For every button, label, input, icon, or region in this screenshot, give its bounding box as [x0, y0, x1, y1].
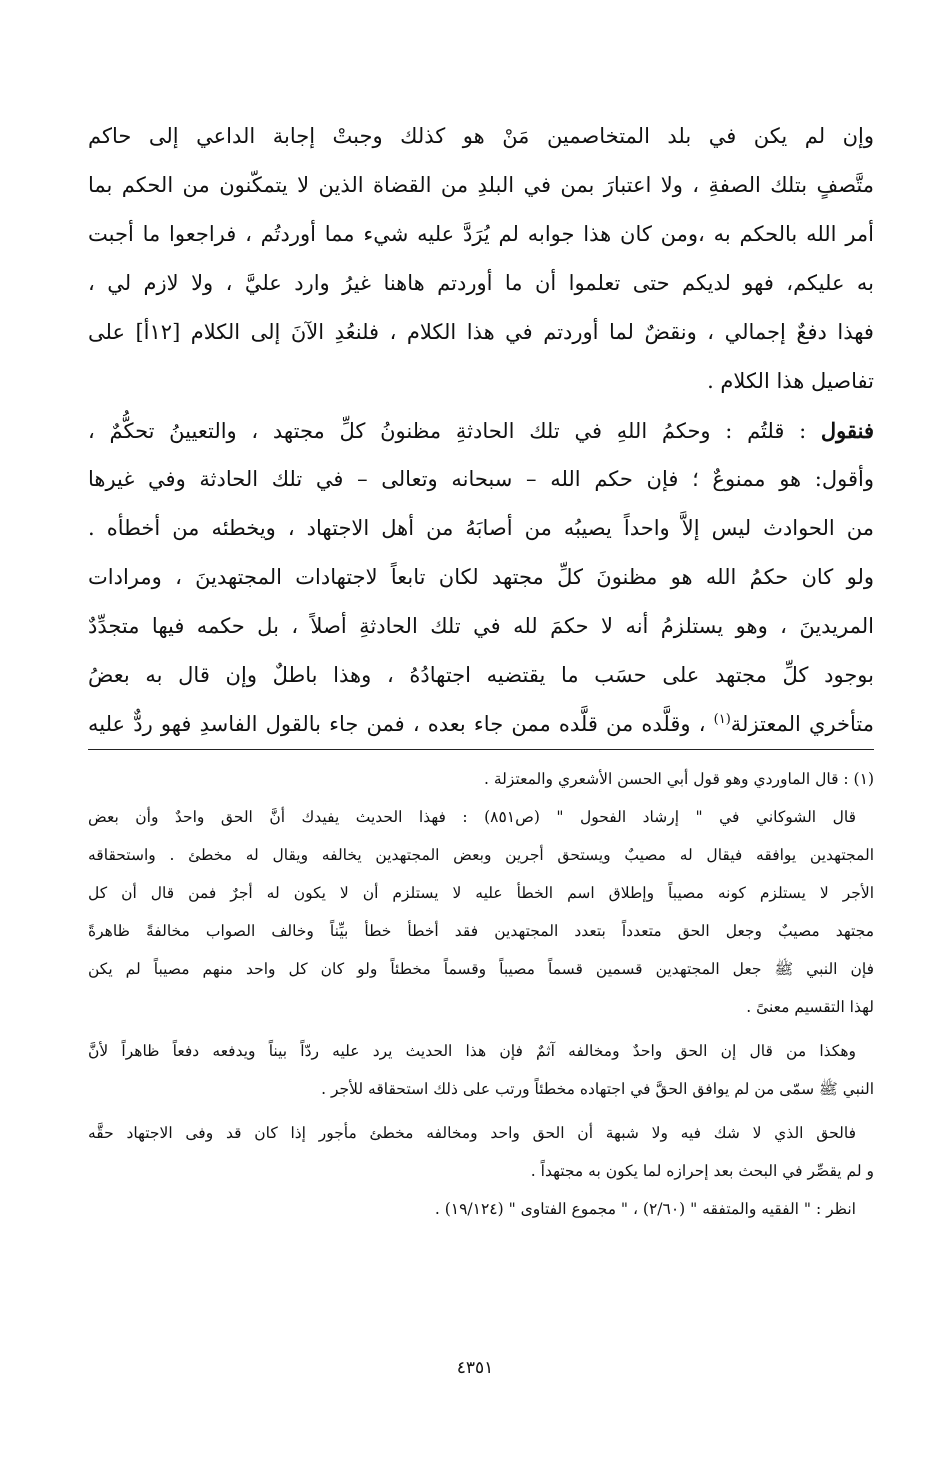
- paragraph-2-first-line: [88, 406, 874, 455]
- paragraph-2-line-3: من الحوادث ليس إلاَّ واحداً يصيبُه من أصابَهُ من أهل الاجتهاد ، ويخطئه من أخطأه .: [88, 516, 874, 540]
- footnote-block-1-line-6: لهذا التقسيم معنىً .: [746, 998, 874, 1016]
- footnote-reference: انظر : " الفقيه والمتفقه " (٢/٦٠) ، " مجموع الفتاوى " (١٩/١٢٤) .: [434, 1200, 856, 1218]
- paragraph-2-last-text-a: متأخري المعتزلة: [730, 712, 874, 736]
- footnote-block-1-line-4: مجتهد مصيبٌ وجعل الحق متعدداً بتعدد المجتهدين فقد أخطأ خطأ بيِّناً وخالف الصواب مخالفةً ظاهرةً: [88, 922, 874, 940]
- footnote-block-3-line-1: فالحق الذي لا شك فيه ولا شبهة أن الحق واحد ومخالفه مخطئ مأجور إذا كان قد وفى الاجتهاد حقَّه: [88, 1124, 856, 1142]
- footnote-divider: [88, 749, 874, 750]
- main-line-2: متَّصفٍ بتلك الصفةِ ، ولا اعتبارَ بمن في البلدِ من القضاة الذين لا يتمكّنون من الحكم بما: [88, 173, 874, 197]
- footnote-1: (١) : قال الماوردي وهو قول أبي الحسن الأشعري والمعتزلة .: [483, 770, 874, 788]
- footnote-block-1-line-3: الأجر لا يستلزم كونه مصيباً وإطلاق اسم الخطأ عليه لا يستلزم أن لا يكون له أجرٌ فمن قال أن كل: [88, 884, 874, 902]
- paragraph-2-line-5: المريدينَ ، وهو يستلزمُ أنه لا حكمَ لله في تلك الحادثةِ أصلاً ، بل حكمه فيها متجدِّدٌ: [88, 614, 874, 638]
- footnote-block-1-line-5: فإن النبي ﷺ جعل المجتهدين قسمين قسماً مصيباً وقسماً مخطئاً ولو كان كل واحد منهم مصيباً لم يكن: [88, 960, 874, 978]
- paragraph-lead-word: فنقول: [820, 418, 874, 443]
- page-number: ٤٣٥١: [456, 1358, 494, 1378]
- main-text: [88, 112, 874, 749]
- main-line-3: أمر الله بالحكم به ،ومن كان هذا جوابه لم يُرَدَّ عليه شيء مما أوردتُم ، فراجعوا ما أجبت: [88, 222, 874, 246]
- main-line-4: به عليكم، فهو لديكم حتى تعلموا أن ما أوردتم هاهنا غيرُ وارد عليَّ ، ولا لازم لي ،: [88, 271, 874, 295]
- footnote-block-3-line-2: و لم يقصِّر في البحث بعد إحرازه لما يكون به مجتهداً .: [530, 1162, 874, 1180]
- paragraph-2-line-2: وأقول: هو ممنوعٌ ؛ فإن حكم الله – سبحانه وتعالى – في تلك الحادثة وفي غيرها: [88, 467, 874, 491]
- footnote-block-1-line-1: قال الشوكاني في " إرشاد الفحول " (ص٨٥١) : فهذا الحديث يفيدك أنَّ الحق واحدٌ وأن بعض: [88, 808, 856, 826]
- footnote-block-1-line-2: المجتهدين يوافقه فيقال له مصيبٌ ويستحق أجرين وبعض المجتهدين يخالفه ويقال له مخطئ . واستحقاقه: [88, 846, 874, 864]
- footnote-block-2-line-2: النبي ﷺ سمّى من لم يوافق الحقَّ في اجتهاده مخطئاً ورتب على ذلك استحقاقه للأجر .: [321, 1080, 874, 1098]
- footnote-block-2-line-1: وهكذا من قال إن الحق واحدٌ ومخالفه آثمٌ فإن هذا الحديث يرد عليه ردّاً بيناً ويدفعه دفعاً ظاهراً لأنَّ: [88, 1042, 856, 1060]
- paragraph-2-last-text-b: ، وقلَّده من قلَّده ممن جاء بعده ، فمن جاء بالقول الفاسدِ فهو ردٌّ عليه: [88, 712, 714, 736]
- footnote-reference-marker: (١): [713, 712, 731, 727]
- paragraph-2-first-text: : قلتُم : وحكمُ اللهِ في تلك الحادثةِ مظنونُ كلِّ مجتهد ، والتعيينُ تحكُّمٌ ،: [88, 419, 821, 443]
- paragraph-2-last-line: [88, 700, 874, 749]
- main-line-6: تفاصيل هذا الكلام .: [707, 369, 874, 393]
- paragraph-2-line-4: ولو كان حكمُ الله هو مظنونَ كلِّ مجتهد لكان تابعاً لاجتهادات المجتهدينَ ، ومرادات: [88, 565, 874, 589]
- main-line-5: فهذا دفعٌ إجمالي ، ونقضٌ لما أوردتم في هذا الكلام ، فلنعُدِ الآنَ إلى الكلام [١٢أ] على: [88, 320, 874, 344]
- paragraph-2-line-6: بوجود كلِّ مجتهد على حسَب ما يقتضيه اجتهادُهُ ، وهذا باطلٌ وإن قال به بعضُ: [88, 663, 874, 687]
- main-line-1: وإن لم يكن في بلد المتخاصمين مَنْ هو كذلك وجبتْ إجابة الداعي إلى حاكم: [88, 124, 874, 148]
- footnotes: [88, 760, 874, 1228]
